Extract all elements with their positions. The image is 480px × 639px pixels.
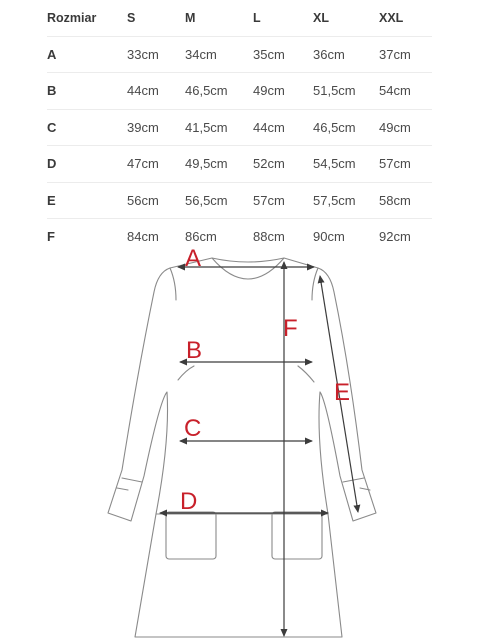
header-size-m: M [185, 0, 253, 36]
row-label: D [47, 146, 127, 183]
label-d: D [180, 488, 198, 515]
label-a: A [185, 245, 202, 272]
left-bust-dart [178, 366, 194, 380]
cell-value: 90cm [313, 229, 345, 245]
cell-value: 54,5cm [313, 146, 379, 183]
size-table [47, 0, 432, 255]
cell-value: 36cm [313, 36, 379, 73]
measurement-arrows [160, 262, 358, 636]
header-size-label: Rozmiar [47, 0, 127, 36]
cell-value: 52cm [253, 146, 313, 183]
label-c: C [184, 415, 202, 442]
cell-value: 39cm [127, 109, 185, 146]
table-row [47, 182, 432, 219]
right-shoulder-seam [312, 268, 318, 300]
row-label: A [47, 36, 127, 73]
left-shoulder-seam [170, 268, 176, 300]
cell-value: 88cm [253, 229, 285, 245]
dress-outline [108, 258, 376, 637]
right-bust-dart [298, 366, 314, 382]
cell-value: 46,5cm [185, 73, 253, 110]
dress-body-outline [108, 258, 376, 637]
cell-value: 41,5cm [185, 109, 253, 146]
cell-value: 57cm [253, 182, 313, 219]
cell-value: 34cm [185, 36, 253, 73]
cell-value: 49cm [253, 73, 313, 110]
cell-value: 49,5cm [185, 146, 253, 183]
header-size-s: S [127, 0, 185, 36]
cell-value: 54cm [379, 73, 432, 110]
header-size-xxl: XXL [379, 0, 432, 36]
cell-value: 46,5cm [313, 109, 379, 146]
cell-value: 57,5cm [313, 182, 379, 219]
neckline-back [212, 258, 284, 262]
cell-value: 84cm [127, 229, 159, 245]
table-row [47, 73, 432, 110]
right-pocket [272, 512, 322, 559]
row-label: C [47, 109, 127, 146]
cell-value: 35cm [253, 36, 313, 73]
row-label: F [47, 229, 55, 245]
left-pocket [166, 512, 216, 559]
cell-value: 56,5cm [185, 182, 253, 219]
cell-value: 44cm [253, 109, 313, 146]
row-label: B [47, 73, 127, 110]
label-e: E [334, 379, 351, 406]
right-cuff-line [343, 478, 370, 490]
table-header-row [47, 0, 432, 36]
cell-value: 51,5cm [313, 73, 379, 110]
cell-value: 44cm [127, 73, 185, 110]
cell-value: 33cm [127, 36, 185, 73]
header-size-xl: XL [313, 0, 379, 36]
label-b: B [186, 337, 203, 364]
cell-value: 37cm [379, 36, 432, 73]
cell-value: 58cm [379, 182, 432, 219]
cell-value: 57cm [379, 146, 432, 183]
row-label: E [47, 182, 127, 219]
cell-value: 47cm [127, 146, 185, 183]
dress-measurement-diagram [0, 240, 480, 639]
left-cuff-line [117, 478, 142, 490]
table-row [47, 36, 432, 73]
header-size-l: L [253, 0, 313, 36]
table-row [47, 109, 432, 146]
cell-value: 49cm [379, 109, 432, 146]
label-f: F [283, 315, 298, 342]
table-row [47, 146, 432, 183]
cell-value: 86cm [185, 229, 217, 245]
cell-value: 92cm [379, 229, 411, 245]
cell-value: 56cm [127, 182, 185, 219]
